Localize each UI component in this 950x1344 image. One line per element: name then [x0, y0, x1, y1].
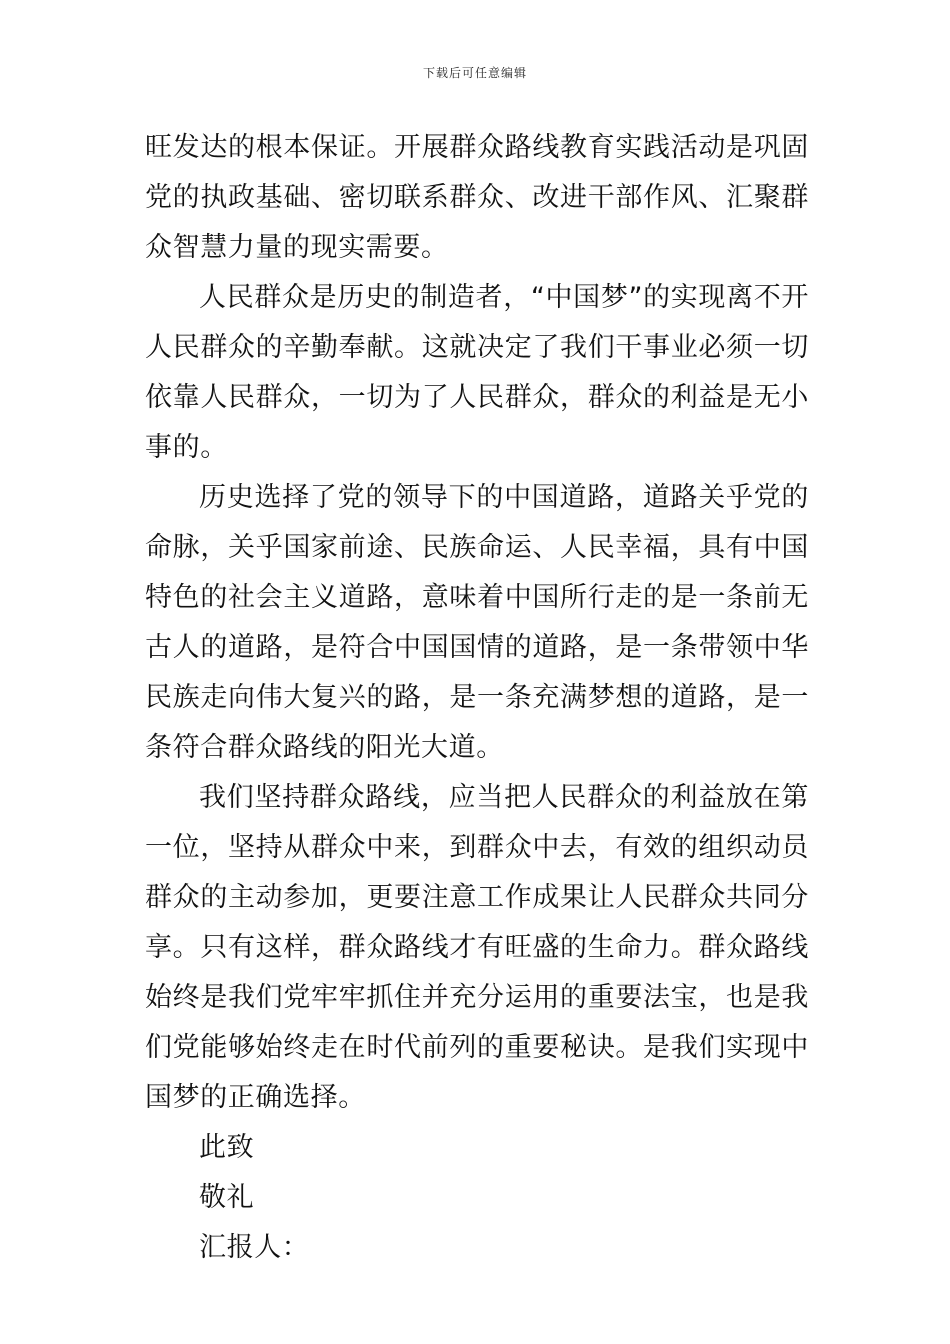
paragraph-continuation: 旺发达的根本保证。开展群众路线教育实践活动是巩固党的执政基础、密切联系群众、改进干部作风、汇聚群众智慧力量的现实需要。 — [145, 132, 809, 263]
paragraph-mass-line: 我们坚持群众路线，应当把人民群众的利益放在第一位，坚持从群众中来，到群众中去，有效的组织动员群众的主动参加，更要注意工作成果让人民群众共同分享。只有这样，群众路线才有旺盛的生命力。群众路线始终是我们党牢牢抓住并充分运用的重要法宝，也是我们党能够始终走在时代前列的重要秘诀。是我们实现中国梦的正确选择。 — [145, 782, 809, 1113]
closing-salutation: 此致 — [199, 1132, 255, 1163]
paragraph-road: 历史选择了党的领导下的中国道路，道路关乎党的命脉，关乎国家前途、民族命运、人民幸福，具有中国特色的社会主义道路，意味着中国所行走的是一条前无古人的道路，是符合中国国情的道路，是一条带领中华民族走向伟大复兴的路，是一条充满梦想的道路，是一条符合群众路线的阳光大道。 — [145, 482, 809, 763]
document-body — [145, 123, 809, 1273]
closing-regards: 敬礼 — [199, 1182, 255, 1213]
reporter-label: 汇报人： — [199, 1232, 310, 1263]
page-header-note: 下载后可任意编辑 — [422, 66, 527, 80]
paragraph-people: 人民群众是历史的制造者，“中国梦”的实现离不开人民群众的辛勤奉献。这就决定了我们干事业必须一切依靠人民群众，一切为了人民群众，群众的利益是无小事的。 — [145, 282, 809, 463]
